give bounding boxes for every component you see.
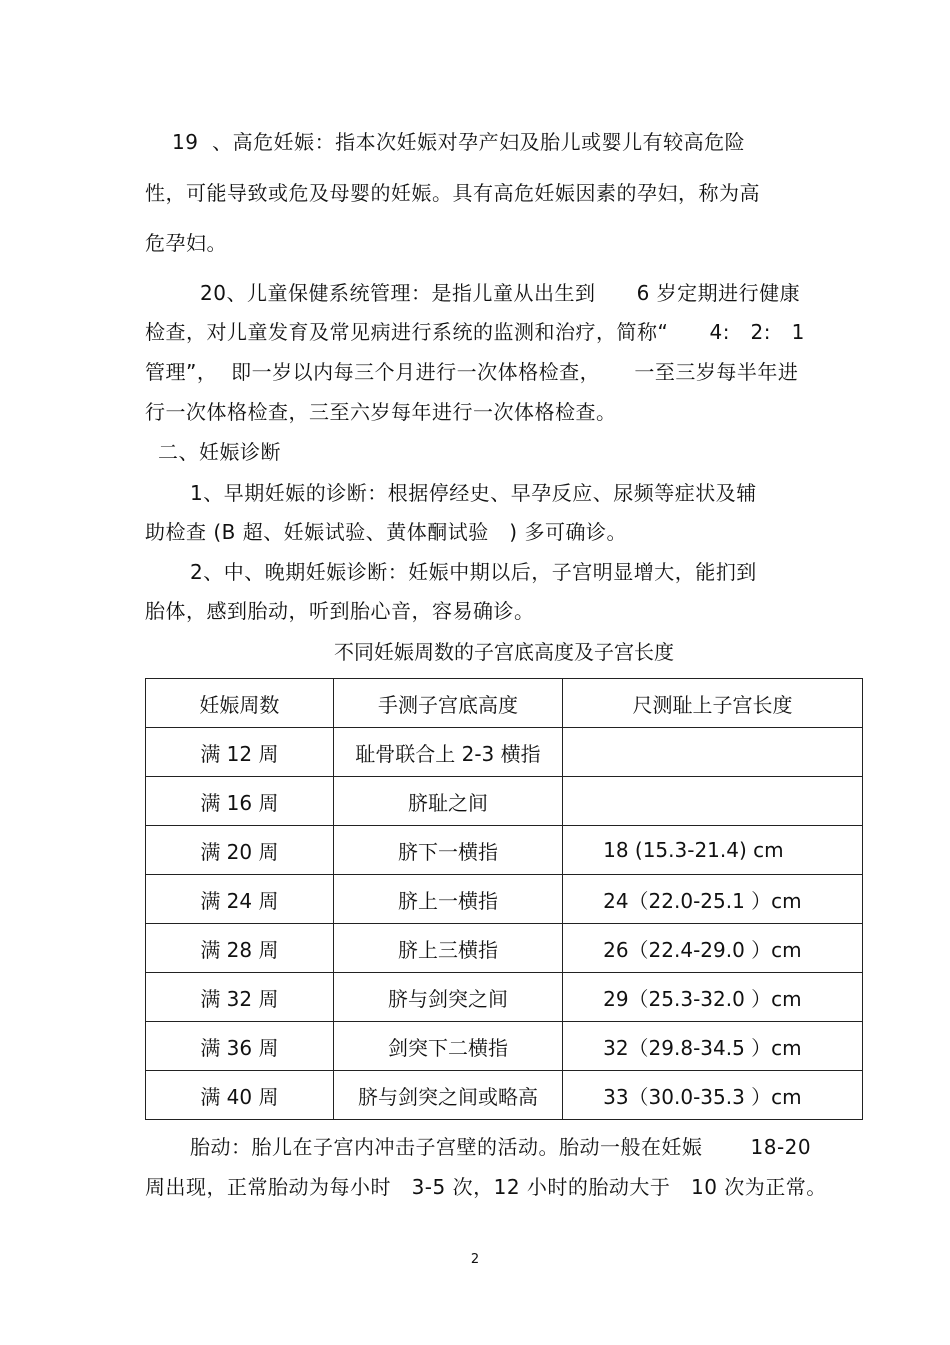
cell-ruler-measure: 24（22.0-25.1 ）cm <box>563 875 863 924</box>
para-19-line-3: 危孕妇。 <box>145 231 227 255</box>
table-row <box>146 1071 863 1120</box>
cell-ruler-measure: 33（30.0-35.3 ）cm <box>563 1071 863 1120</box>
cell-hand-measure: 脐与剑突之间或略高 <box>333 1071 562 1120</box>
table-row <box>146 875 863 924</box>
cell-hand-measure: 脐上三横指 <box>333 924 562 973</box>
cell-hand-measure: 脐耻之间 <box>333 777 562 826</box>
para-20-line-4: 行一次体格检查，三至六岁每年进行一次体格检查。 <box>145 400 617 424</box>
mid-late-diagnosis-line-2: 胎体，感到胎动，听到胎心音，容易确诊。 <box>145 599 535 623</box>
fetal-movement-line-1: 胎动：胎儿在子宫内冲击子宫壁的活动。胎动一般在妊娠 18-20 <box>190 1135 812 1159</box>
cell-ruler-measure <box>563 777 863 826</box>
fundal-height-table <box>145 678 863 1120</box>
para-19-line-2: 性，可能导致或危及母婴的妊娠。具有高危妊娠因素的孕妇，称为高 <box>145 181 760 205</box>
table-row <box>146 826 863 875</box>
section-heading-pregnancy-diagnosis: 二、妊娠诊断 <box>158 440 281 464</box>
header-weeks: 妊娠周数 <box>146 679 334 728</box>
table-row <box>146 973 863 1022</box>
cell-hand-measure: 剑突下二横指 <box>333 1022 562 1071</box>
cell-weeks: 满 16 周 <box>146 777 334 826</box>
cell-weeks: 满 24 周 <box>146 875 334 924</box>
fetal-movement-line-2: 周出现，正常胎动为每小时 3-5 次，12 小时的胎动大于 10 次为正常。 <box>145 1175 827 1199</box>
page-number: 2 <box>470 1252 480 1267</box>
para-20-line-1: 20、儿童保健系统管理：是指儿童从出生到 6 岁定期进行健康 <box>200 281 801 305</box>
cell-weeks: 满 20 周 <box>146 826 334 875</box>
cell-weeks: 满 40 周 <box>146 1071 334 1120</box>
early-diagnosis-line-1: 1、早期妊娠的诊断：根据停经史、早孕反应、尿频等症状及辅 <box>190 481 757 505</box>
cell-hand-measure: 脐下一横指 <box>333 826 562 875</box>
table-row <box>146 924 863 973</box>
para-19-line-1: 19 、高危妊娠：指本次妊娠对孕产妇及胎儿或婴儿有较高危险 <box>172 130 746 154</box>
table-row <box>146 777 863 826</box>
table-row <box>146 1022 863 1071</box>
cell-hand-measure: 脐上一横指 <box>333 875 562 924</box>
table-row <box>146 728 863 777</box>
header-hand-measure: 手测子宫底高度 <box>333 679 562 728</box>
cell-ruler-measure: 26（22.4-29.0 ）cm <box>563 924 863 973</box>
cell-ruler-measure: 18 (15.3-21.4) cm <box>563 826 863 875</box>
cell-ruler-measure: 32（29.8-34.5 ）cm <box>563 1022 863 1071</box>
cell-weeks: 满 28 周 <box>146 924 334 973</box>
cell-ruler-measure: 29（25.3-32.0 ）cm <box>563 973 863 1022</box>
cell-weeks: 满 36 周 <box>146 1022 334 1071</box>
table-caption: 不同妊娠周数的子宫底高度及子宫长度 <box>334 640 674 664</box>
cell-weeks: 满 32 周 <box>146 973 334 1022</box>
cell-ruler-measure <box>563 728 863 777</box>
mid-late-diagnosis-line-1: 2、中、晚期妊娠诊断：妊娠中期以后，子宫明显增大，能扪到 <box>190 560 757 584</box>
para-20-line-2: 检查，对儿童发育及常见病进行系统的监测和治疗，简称“ 4: 2: 1 <box>145 320 805 344</box>
header-ruler-measure: 尺测耻上子宫长度 <box>563 679 863 728</box>
para-20-line-3: 管理”， 即一岁以内每三个月进行一次体格检查， 一至三岁每半年进 <box>145 360 799 384</box>
table-header-row <box>146 679 863 728</box>
cell-weeks: 满 12 周 <box>146 728 334 777</box>
cell-hand-measure: 脐与剑突之间 <box>333 973 562 1022</box>
early-diagnosis-line-2: 助检查 (B 超、妊娠试验、黄体酮试验 ) 多可确诊。 <box>145 520 627 544</box>
cell-hand-measure: 耻骨联合上 2-3 横指 <box>333 728 562 777</box>
